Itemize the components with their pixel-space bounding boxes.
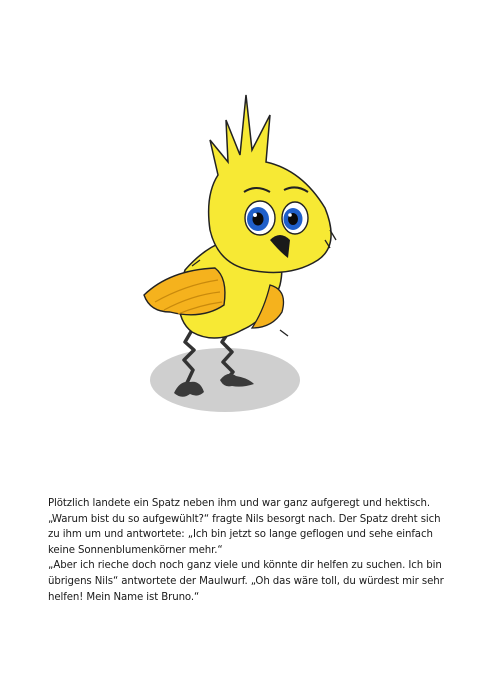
head [209,95,331,272]
story-line: Plötzlich landete ein Spatz neben ihm und war ganz aufgeregt und hektisch. [48,498,431,509]
story-line: „Aber ich rieche doch noch ganz viele und könnte dir helfen zu suchen. Ich bin [48,560,442,572]
story-line: „Warum bist du so aufgewühlt?“ fragte Nils besorgt nach. Der Spatz dreht sich [48,513,441,525]
story-text [48,496,448,605]
story-line: übrigens Nils“ antwortete der Maulwurf. „Oh das wäre toll, du würdest mir sehr [48,575,444,587]
wing [144,268,225,315]
sparrow-bruno-icon [130,80,360,430]
story-line: keine Sonnenblumenkörner mehr.“ [48,544,223,556]
story-line: zu ihm um und antwortete: „Ich bin jetzt so lange geflogen und sehe einfach [48,529,433,541]
sparrow-illustration [130,80,360,430]
story-line: helfen! Mein Name ist Bruno.“ [48,591,200,603]
